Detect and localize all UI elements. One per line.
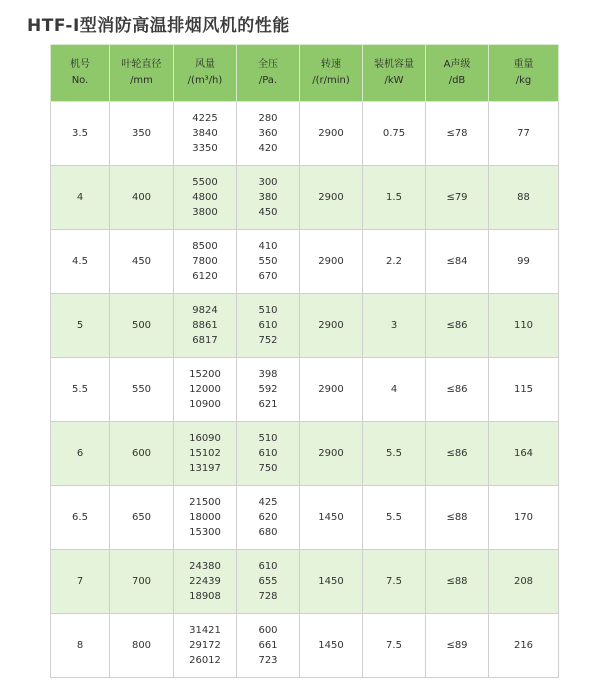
power-cell: 3 [363, 294, 426, 358]
pressure-cell [237, 422, 300, 486]
cell-value: 752 [258, 335, 278, 346]
table-row [51, 422, 559, 486]
table-body [51, 102, 559, 678]
noise-cell: ≤86 [426, 422, 489, 486]
cell-value: 8500 [192, 241, 218, 252]
cell-value: 18000 [189, 512, 221, 523]
cell-value: 728 [258, 591, 278, 602]
impeller-diameter-cell: 650 [110, 486, 174, 550]
machine-no-cell: 5 [51, 294, 110, 358]
cell-value: 410 [258, 241, 278, 252]
airflow-cell [174, 614, 237, 678]
impeller-diameter-cell: 450 [110, 230, 174, 294]
airflow-cell [174, 358, 237, 422]
airflow-cell [174, 230, 237, 294]
cell-value: 18908 [189, 591, 221, 602]
speed-cell: 2900 [300, 102, 363, 166]
cell-value: 5500 [192, 177, 218, 188]
pressure-cell [237, 550, 300, 614]
column-header [237, 45, 300, 102]
speed-cell: 1450 [300, 614, 363, 678]
speed-cell: 2900 [300, 422, 363, 486]
machine-no-cell: 4.5 [51, 230, 110, 294]
column-header-label: 重量 [513, 59, 534, 70]
cell-value: 620 [258, 512, 278, 523]
impeller-diameter-cell: 400 [110, 166, 174, 230]
column-header-unit: /mm [130, 75, 153, 86]
column-header-label: 转速 [321, 59, 341, 70]
column-header-label: 装机容量 [374, 59, 414, 70]
cell-value: 450 [258, 207, 278, 218]
speed-cell: 2900 [300, 230, 363, 294]
airflow-cell [174, 294, 237, 358]
machine-no-cell: 8 [51, 614, 110, 678]
cell-value: 24380 [189, 561, 221, 572]
cell-value: 31421 [189, 625, 221, 636]
cell-value: 12000 [189, 384, 221, 395]
column-header-label: 叶轮直径 [121, 59, 162, 70]
cell-value: 600 [258, 625, 278, 636]
cell-value: 15200 [189, 369, 221, 380]
cell-value: 6120 [192, 271, 218, 282]
machine-no-cell: 6 [51, 422, 110, 486]
cell-value: 22439 [189, 576, 221, 587]
column-header [174, 45, 237, 102]
pressure-cell [237, 358, 300, 422]
cell-value: 6817 [192, 335, 218, 346]
cell-value: 3800 [192, 207, 218, 218]
airflow-cell [174, 166, 237, 230]
cell-value: 425 [258, 497, 278, 508]
noise-cell: ≤79 [426, 166, 489, 230]
table-row [51, 486, 559, 550]
table-row [51, 102, 559, 166]
impeller-diameter-cell: 500 [110, 294, 174, 358]
cell-value: 4225 [192, 113, 218, 124]
cell-value: 670 [258, 271, 278, 282]
column-header-unit: No. [71, 75, 89, 86]
weight-cell: 164 [489, 422, 559, 486]
cell-value: 592 [258, 384, 278, 395]
cell-value: 420 [258, 143, 278, 154]
cell-value: 655 [258, 576, 278, 587]
cell-value: 3840 [192, 128, 218, 139]
noise-cell: ≤88 [426, 550, 489, 614]
noise-cell: ≤88 [426, 486, 489, 550]
power-cell: 5.5 [363, 422, 426, 486]
column-header-unit: /(m³/h) [187, 75, 223, 86]
cell-value: 29172 [189, 640, 221, 651]
machine-no-cell: 4 [51, 166, 110, 230]
pressure-cell [237, 230, 300, 294]
column-header [51, 45, 110, 102]
column-header-label: 机号 [70, 59, 90, 70]
table-row [51, 550, 559, 614]
column-header [426, 45, 489, 102]
speed-cell: 2900 [300, 166, 363, 230]
power-cell: 7.5 [363, 550, 426, 614]
cell-value: 8861 [192, 320, 218, 331]
noise-cell: ≤89 [426, 614, 489, 678]
page-title: HTF-I型消防高温排烟风机的性能 [27, 16, 290, 36]
table-row [51, 230, 559, 294]
cell-value: 10900 [189, 399, 221, 410]
machine-no-cell: 6.5 [51, 486, 110, 550]
table-row [51, 614, 559, 678]
pressure-cell [237, 294, 300, 358]
cell-value: 4800 [192, 192, 218, 203]
cell-value: 723 [258, 655, 278, 666]
airflow-cell [174, 486, 237, 550]
column-header [363, 45, 426, 102]
column-header-unit: /Pa. [258, 75, 278, 86]
noise-cell: ≤84 [426, 230, 489, 294]
cell-value: 15102 [189, 448, 221, 459]
weight-cell: 99 [489, 230, 559, 294]
speed-cell: 1450 [300, 486, 363, 550]
cell-value: 7800 [192, 256, 218, 267]
airflow-cell [174, 550, 237, 614]
cell-value: 661 [258, 640, 278, 651]
column-header [489, 45, 559, 102]
cell-value: 15300 [189, 527, 221, 538]
pressure-cell [237, 102, 300, 166]
impeller-diameter-cell: 700 [110, 550, 174, 614]
machine-no-cell: 5.5 [51, 358, 110, 422]
impeller-diameter-cell: 350 [110, 102, 174, 166]
speed-cell: 2900 [300, 358, 363, 422]
performance-table [50, 44, 559, 678]
impeller-diameter-cell: 800 [110, 614, 174, 678]
column-header-label: 风量 [195, 59, 215, 70]
weight-cell: 77 [489, 102, 559, 166]
column-header [110, 45, 174, 102]
cell-value: 610 [258, 561, 278, 572]
power-cell: 0.75 [363, 102, 426, 166]
weight-cell: 88 [489, 166, 559, 230]
cell-value: 398 [258, 369, 278, 380]
noise-cell: ≤86 [426, 294, 489, 358]
weight-cell: 115 [489, 358, 559, 422]
column-header [300, 45, 363, 102]
power-cell: 1.5 [363, 166, 426, 230]
cell-value: 610 [258, 320, 278, 331]
power-cell: 5.5 [363, 486, 426, 550]
cell-value: 300 [258, 177, 278, 188]
weight-cell: 216 [489, 614, 559, 678]
cell-value: 510 [258, 305, 278, 316]
impeller-diameter-cell: 600 [110, 422, 174, 486]
airflow-cell [174, 422, 237, 486]
cell-value: 680 [258, 527, 278, 538]
pressure-cell [237, 166, 300, 230]
cell-value: 550 [258, 256, 278, 267]
column-header-label: A声级 [443, 59, 471, 70]
weight-cell: 170 [489, 486, 559, 550]
column-header-label: 全压 [258, 59, 278, 70]
column-header-unit: /dB [448, 75, 466, 86]
table-row [51, 358, 559, 422]
column-header-unit: /(r/min) [312, 75, 350, 86]
speed-cell: 1450 [300, 550, 363, 614]
machine-no-cell: 7 [51, 550, 110, 614]
pressure-cell [237, 486, 300, 550]
table-row [51, 294, 559, 358]
noise-cell: ≤86 [426, 358, 489, 422]
cell-value: 21500 [189, 497, 221, 508]
weight-cell: 208 [489, 550, 559, 614]
cell-value: 280 [258, 113, 278, 124]
cell-value: 621 [258, 399, 278, 410]
noise-cell: ≤78 [426, 102, 489, 166]
table-row [51, 166, 559, 230]
cell-value: 16090 [189, 433, 221, 444]
airflow-cell [174, 102, 237, 166]
cell-value: 610 [258, 448, 278, 459]
power-cell: 4 [363, 358, 426, 422]
cell-value: 26012 [189, 655, 221, 666]
power-cell: 7.5 [363, 614, 426, 678]
pressure-cell [237, 614, 300, 678]
table-header-row [51, 45, 559, 102]
cell-value: 510 [258, 433, 278, 444]
speed-cell: 2900 [300, 294, 363, 358]
column-header-unit: /kg [515, 75, 532, 86]
impeller-diameter-cell: 550 [110, 358, 174, 422]
cell-value: 750 [258, 463, 278, 474]
cell-value: 380 [258, 192, 278, 203]
cell-value: 9824 [192, 305, 218, 316]
cell-value: 13197 [189, 463, 221, 474]
cell-value: 360 [258, 128, 278, 139]
weight-cell: 110 [489, 294, 559, 358]
column-header-unit: /kW [384, 75, 404, 86]
cell-value: 3350 [192, 143, 218, 154]
machine-no-cell: 3.5 [51, 102, 110, 166]
power-cell: 2.2 [363, 230, 426, 294]
